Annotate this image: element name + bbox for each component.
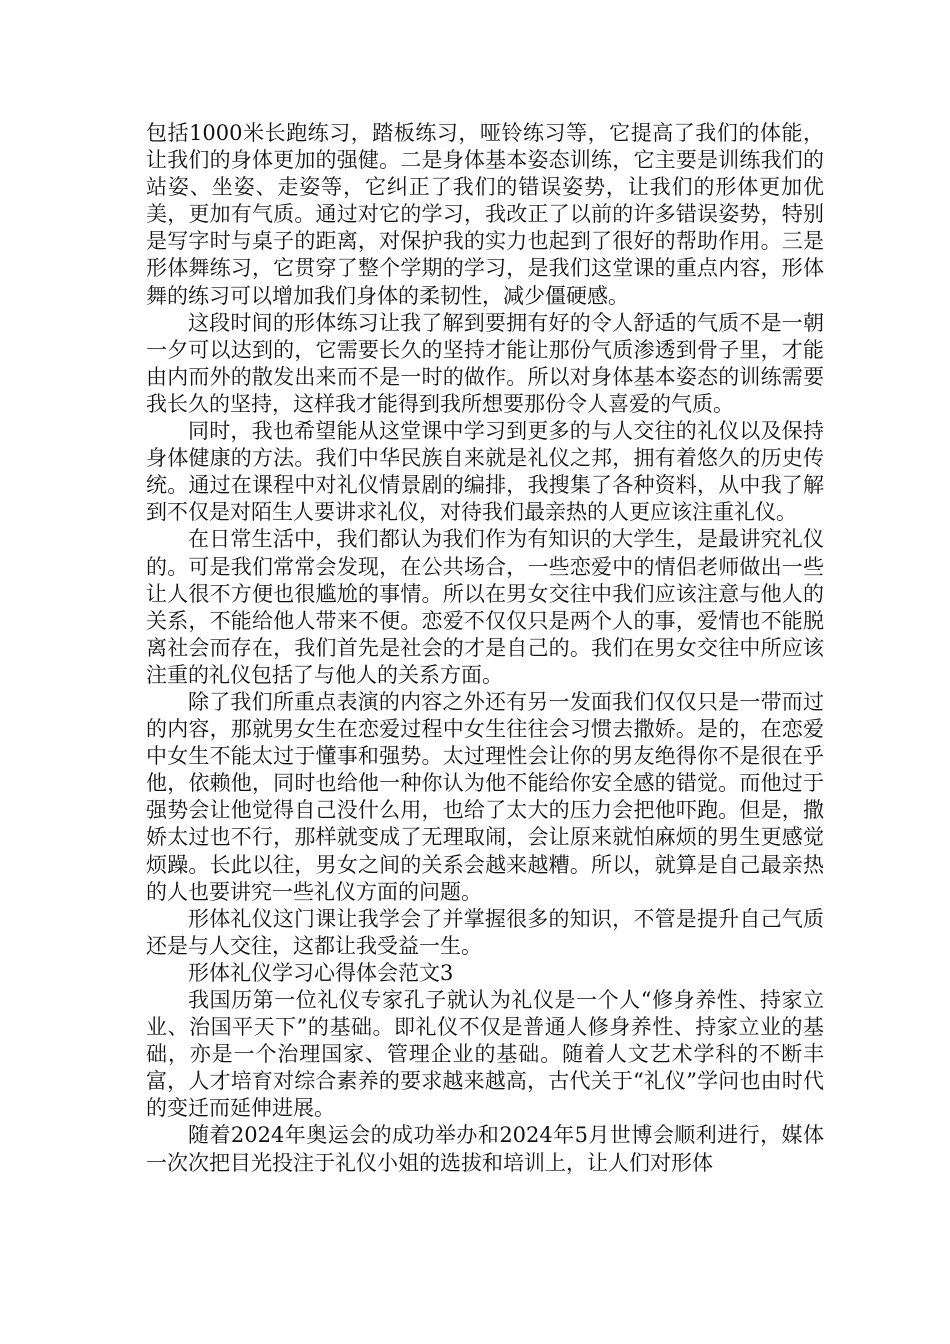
paragraph-4: 在日常生活中，我们都认为我们作为有知识的大学生，是最讲究礼仪的。可是我们常常会发现，在公共场合，一些恋爱中的情侣老师做出一些让人很不方便也很尴尬的事情。所以在男女交往中我们应该注意与他人的关系，不能给他人带来不便。恋爱不仅仅只是两个人的事，爱情也不能脱离社会而存在，我们首先是社会的才是自己的。我们在男女交往中所应该注重的礼仪包括了与他人的关系方面。 xyxy=(146,527,824,687)
paragraph-8: 随着2024年奥运会的成功举办和2024年5月世博会顺利进行，媒体一次次把目光投注于礼仪小姐的选拔和培训上，让人们对形体 xyxy=(146,1123,824,1175)
document-page xyxy=(146,120,824,1177)
paragraph-2: 这段时间的形体练习让我了解到要拥有好的令人舒适的气质不是一朝一夕可以达到的，它需要长久的坚持才能让那份气质渗透到骨子里，才能由内而外的散发出来而不是一时的做作。所以对身体基本姿态的训练需要我长久的坚持，这样我才能得到我所想要那份令人喜爱的气质。 xyxy=(146,310,824,416)
paragraph-5: 除了我们所重点表演的内容之外还有另一发面我们仅仅只是一带而过的内容，那就男女生在恋爱过程中女生往往会习惯去撒娇。是的，在恋爱中女生不能太过于懂事和强势。太过理性会让你的男友绝得你不是很在乎他，依赖他，同时也给他一种你认为他不能给你安全感的错觉。而他过于强势会让他觉得自己没什么用，也给了太大的压力会把他吓跑。但是，撒娇太过也不行，那样就变成了无理取闹，会让原来就怕麻烦的男生更感觉烦躁。长此以往，男女之间的关系会越来越糟。所以，就算是自己最亲热的人也要讲究一些礼仪方面的问题。 xyxy=(146,689,824,904)
paragraph-1: 包括1000米长跑练习，踏板练习，哑铃练习等，它提高了我们的体能，让我们的身体更加的强健。二是身体基本姿态训练，它主要是训练我们的站姿、坐姿、走姿等，它纠正了我们的错误姿势，让我们的形体更加优美，更加有气质。通过对它的学习，我改正了以前的许多错误姿势，特别是写字时与桌子的距离，对保护我的实力也起到了很好的帮助作用。三是形体舞练习，它贯穿了整个学期的学习，是我们这堂课的重点内容，形体舞的练习可以增加我们身体的柔韧性，减少僵硬感。 xyxy=(146,121,824,308)
paragraph-7: 我国历第一位礼仪专家孔子就认为礼仪是一个人“修身养性、持家立业、治国平天下”的基础。即礼仪不仅是普通人修身养性、持家立业的基础，亦是一个治理国家、管理企业的基础。随着人文艺术学科的不断丰富，人才培育对综合素养的要求越来越高，古代关于“礼仪”学问也由时代的变迁而延伸进展。 xyxy=(146,988,824,1121)
paragraph-3: 同时，我也希望能从这堂课中学习到更多的与人交往的礼仪以及保持身体健康的方法。我们中华民族自来就是礼仪之邦，拥有着悠久的历史传统。通过在课程中对礼仪情景剧的编排，我搜集了各种资料，从中我了解到不仅是对陌生人要讲求礼仪，对待我们最亲热的人更应该注重礼仪。 xyxy=(146,419,824,525)
section-heading: 形体礼仪学习心得体会范文3 xyxy=(188,960,454,985)
paragraph-6: 形体礼仪这门课让我学会了并掌握很多的知识，不管是提升自己气质还是与人交往，这都让我受益一生。 xyxy=(146,906,824,958)
